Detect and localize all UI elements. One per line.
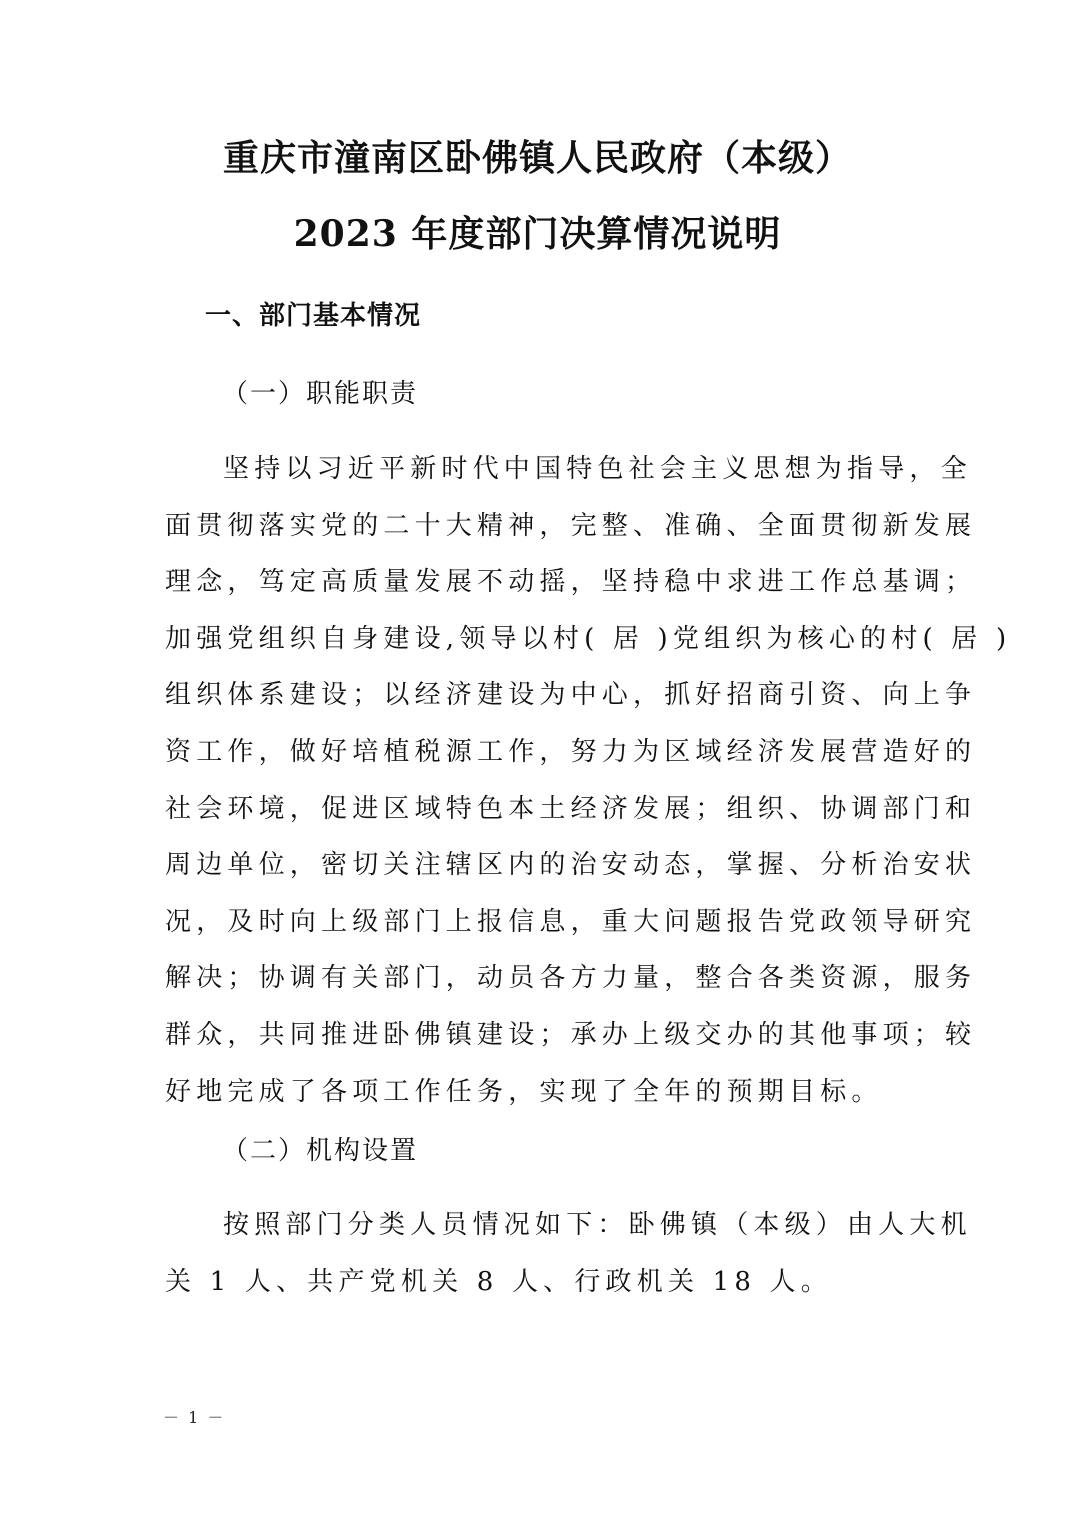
paragraph-line: 组织体系建设；以经济建设为中心，抓好招商引资、向上争	[165, 680, 977, 711]
section-heading-basic-info: 一、部门基本情况	[205, 301, 422, 331]
page-number: － 1 －	[163, 1408, 226, 1427]
paragraph-line: 社会环境，促进区域特色本土经济发展；组织、协调部门和	[165, 793, 977, 824]
paragraph-line: 资工作，做好培植税源工作，努力为区域经济发展营造好的	[165, 736, 977, 767]
paragraph-functions	[165, 441, 1012, 1120]
paragraph-line: 坚持以习近平新时代中国特色社会主义思想为指导，全	[223, 454, 972, 484]
subsection-heading-organization: （二）机构设置	[222, 1136, 419, 1166]
paragraph-organization	[165, 1197, 972, 1310]
paragraph-line: 按照部门分类人员情况如下：卧佛镇（本级）由人大机	[223, 1210, 972, 1240]
paragraph-line: 周边单位，密切关注辖区内的治安动态，掌握、分析治安状	[165, 850, 977, 881]
paragraph-line: 面贯彻落实党的二十大精神，完整、准确、全面贯彻新发展	[165, 510, 977, 541]
paragraph-line: 况，及时向上级部门上报信息，重大问题报告党政领导研究	[165, 906, 977, 937]
subsection-heading-functions: （一）职能职责	[222, 379, 419, 409]
document-title-line-1: 重庆市潼南区卧佛镇人民政府（本级）	[222, 137, 852, 179]
paragraph-line: 群众，共同推进卧佛镇建设；承办上级交办的其他事项；较	[165, 1019, 977, 1050]
document-title-line-2: 2023 年度部门决算情况说明	[293, 213, 782, 255]
paragraph-line: 加强党组织自身建设,领导以村( 居 )党组织为核心的村( 居 )	[165, 623, 1012, 654]
paragraph-line: 好地完成了各项工作任务，实现了全年的预期目标。	[165, 1076, 883, 1107]
paragraph-line: 解决；协调有关部门，动员各方力量，整合各类资源，服务	[165, 963, 977, 994]
paragraph-line: 关 1 人、共产党机关 8 人、行政机关 18 人。	[165, 1266, 832, 1297]
paragraph-line: 理念，笃定高质量发展不动摇，坚持稳中求进工作总基调；	[165, 567, 977, 598]
